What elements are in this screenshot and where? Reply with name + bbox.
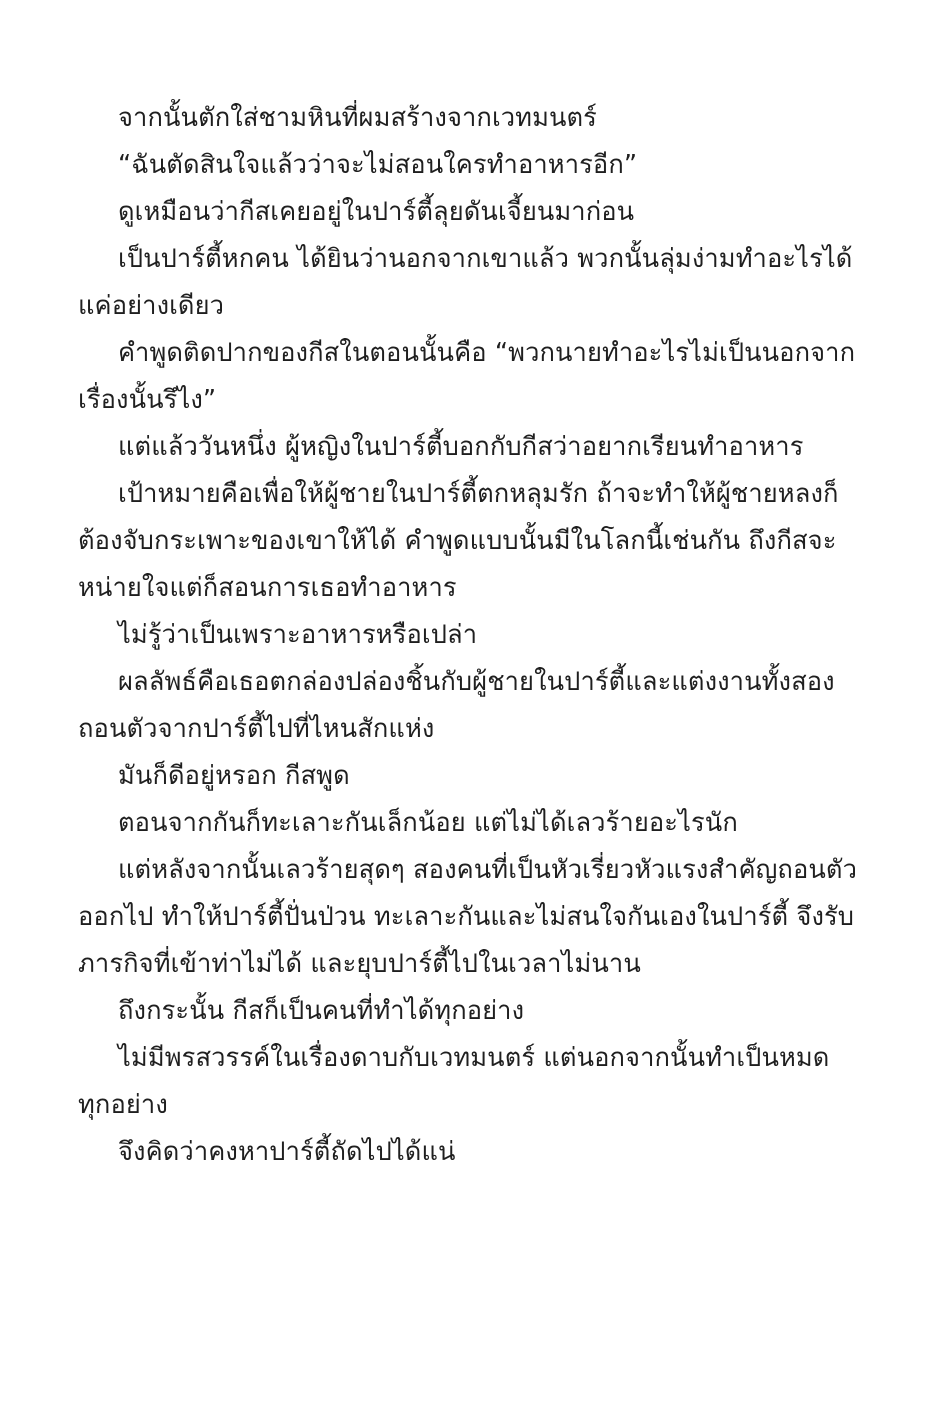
paragraph: แต่หลังจากนั้นเลวร้ายสุดๆ สองคนที่เป็นหัวเรี่ยวหัวแรงสำคัญถอนตัวออกไป ทำให้ปาร์ตี้ปั่นป่วน ทะเลาะกันและไม่สนใจกันเองในปาร์ตี้ จึงรับภารกิจที่เข้าท่าไม่ได้ และยุบปาร์ตี้ไปในเวลาไม่นาน: [78, 855, 857, 979]
paragraph: เป็นปาร์ตี้หกคน ได้ยินว่านอกจากเขาแล้ว พวกนั้นลุ่มง่ามทำอะไรได้แค่อย่างเดียว: [78, 244, 853, 321]
paragraph: แต่แล้ววันหนึ่ง ผู้หญิงในปาร์ตี้บอกกับกีสว่าอยากเรียนทำอาหาร: [118, 432, 804, 462]
paragraph: จึงคิดว่าคงหาปาร์ตี้ถัดไปได้แน่: [118, 1137, 456, 1167]
paragraph: ไม่มีพรสวรรค์ในเรื่องดาบกับเวทมนตร์ แต่นอกจากนั้นทำเป็นหมดทุกอย่าง: [78, 1043, 830, 1120]
paragraph: ไม่รู้ว่าเป็นเพราะอาหารหรือเปล่า: [118, 620, 478, 650]
paragraph: “ฉันตัดสินใจแล้วว่าจะไม่สอนใครทำอาหารอีก”: [118, 150, 638, 180]
document-body: [78, 95, 858, 1176]
paragraph: ถึงกระนั้น กีสก็เป็นคนที่ทำได้ทุกอย่าง: [118, 996, 525, 1026]
paragraph: ผลลัพธ์คือเธอตกล่องปล่องชิ้นกับผู้ชายในปาร์ตี้และแต่งงานทั้งสองถอนตัวจากปาร์ตี้ไปที่ไหนสักแห่ง: [78, 667, 835, 744]
paragraph: เป้าหมายคือเพื่อให้ผู้ชายในปาร์ตี้ตกหลุมรัก ถ้าจะทำให้ผู้ชายหลงก็ต้องจับกระเพาะของเขาให้ได้ คำพูดแบบนั้นมีในโลกนี้เช่นกัน ถึงกีสจะหน่ายใจแต่ก็สอนการเธอทำอาหาร: [78, 479, 839, 603]
paragraph: มันก็ดีอยู่หรอก กีสพูด: [118, 761, 350, 791]
paragraph: คำพูดติดปากของกีสในตอนนั้นคือ “พวกนายทำอะไรไม่เป็นนอกจากเรื่องนั้นรึไง”: [78, 338, 856, 415]
paragraph: ตอนจากกันก็ทะเลาะกันเล็กน้อย แต่ไม่ได้เลวร้ายอะไรนัก: [118, 808, 738, 838]
paragraph: ดูเหมือนว่ากีสเคยอยู่ในปาร์ตี้ลุยดันเจี้ยนมาก่อน: [118, 197, 635, 227]
paragraph: จากนั้นตักใส่ชามหินที่ผมสร้างจากเวทมนตร์: [118, 103, 597, 133]
